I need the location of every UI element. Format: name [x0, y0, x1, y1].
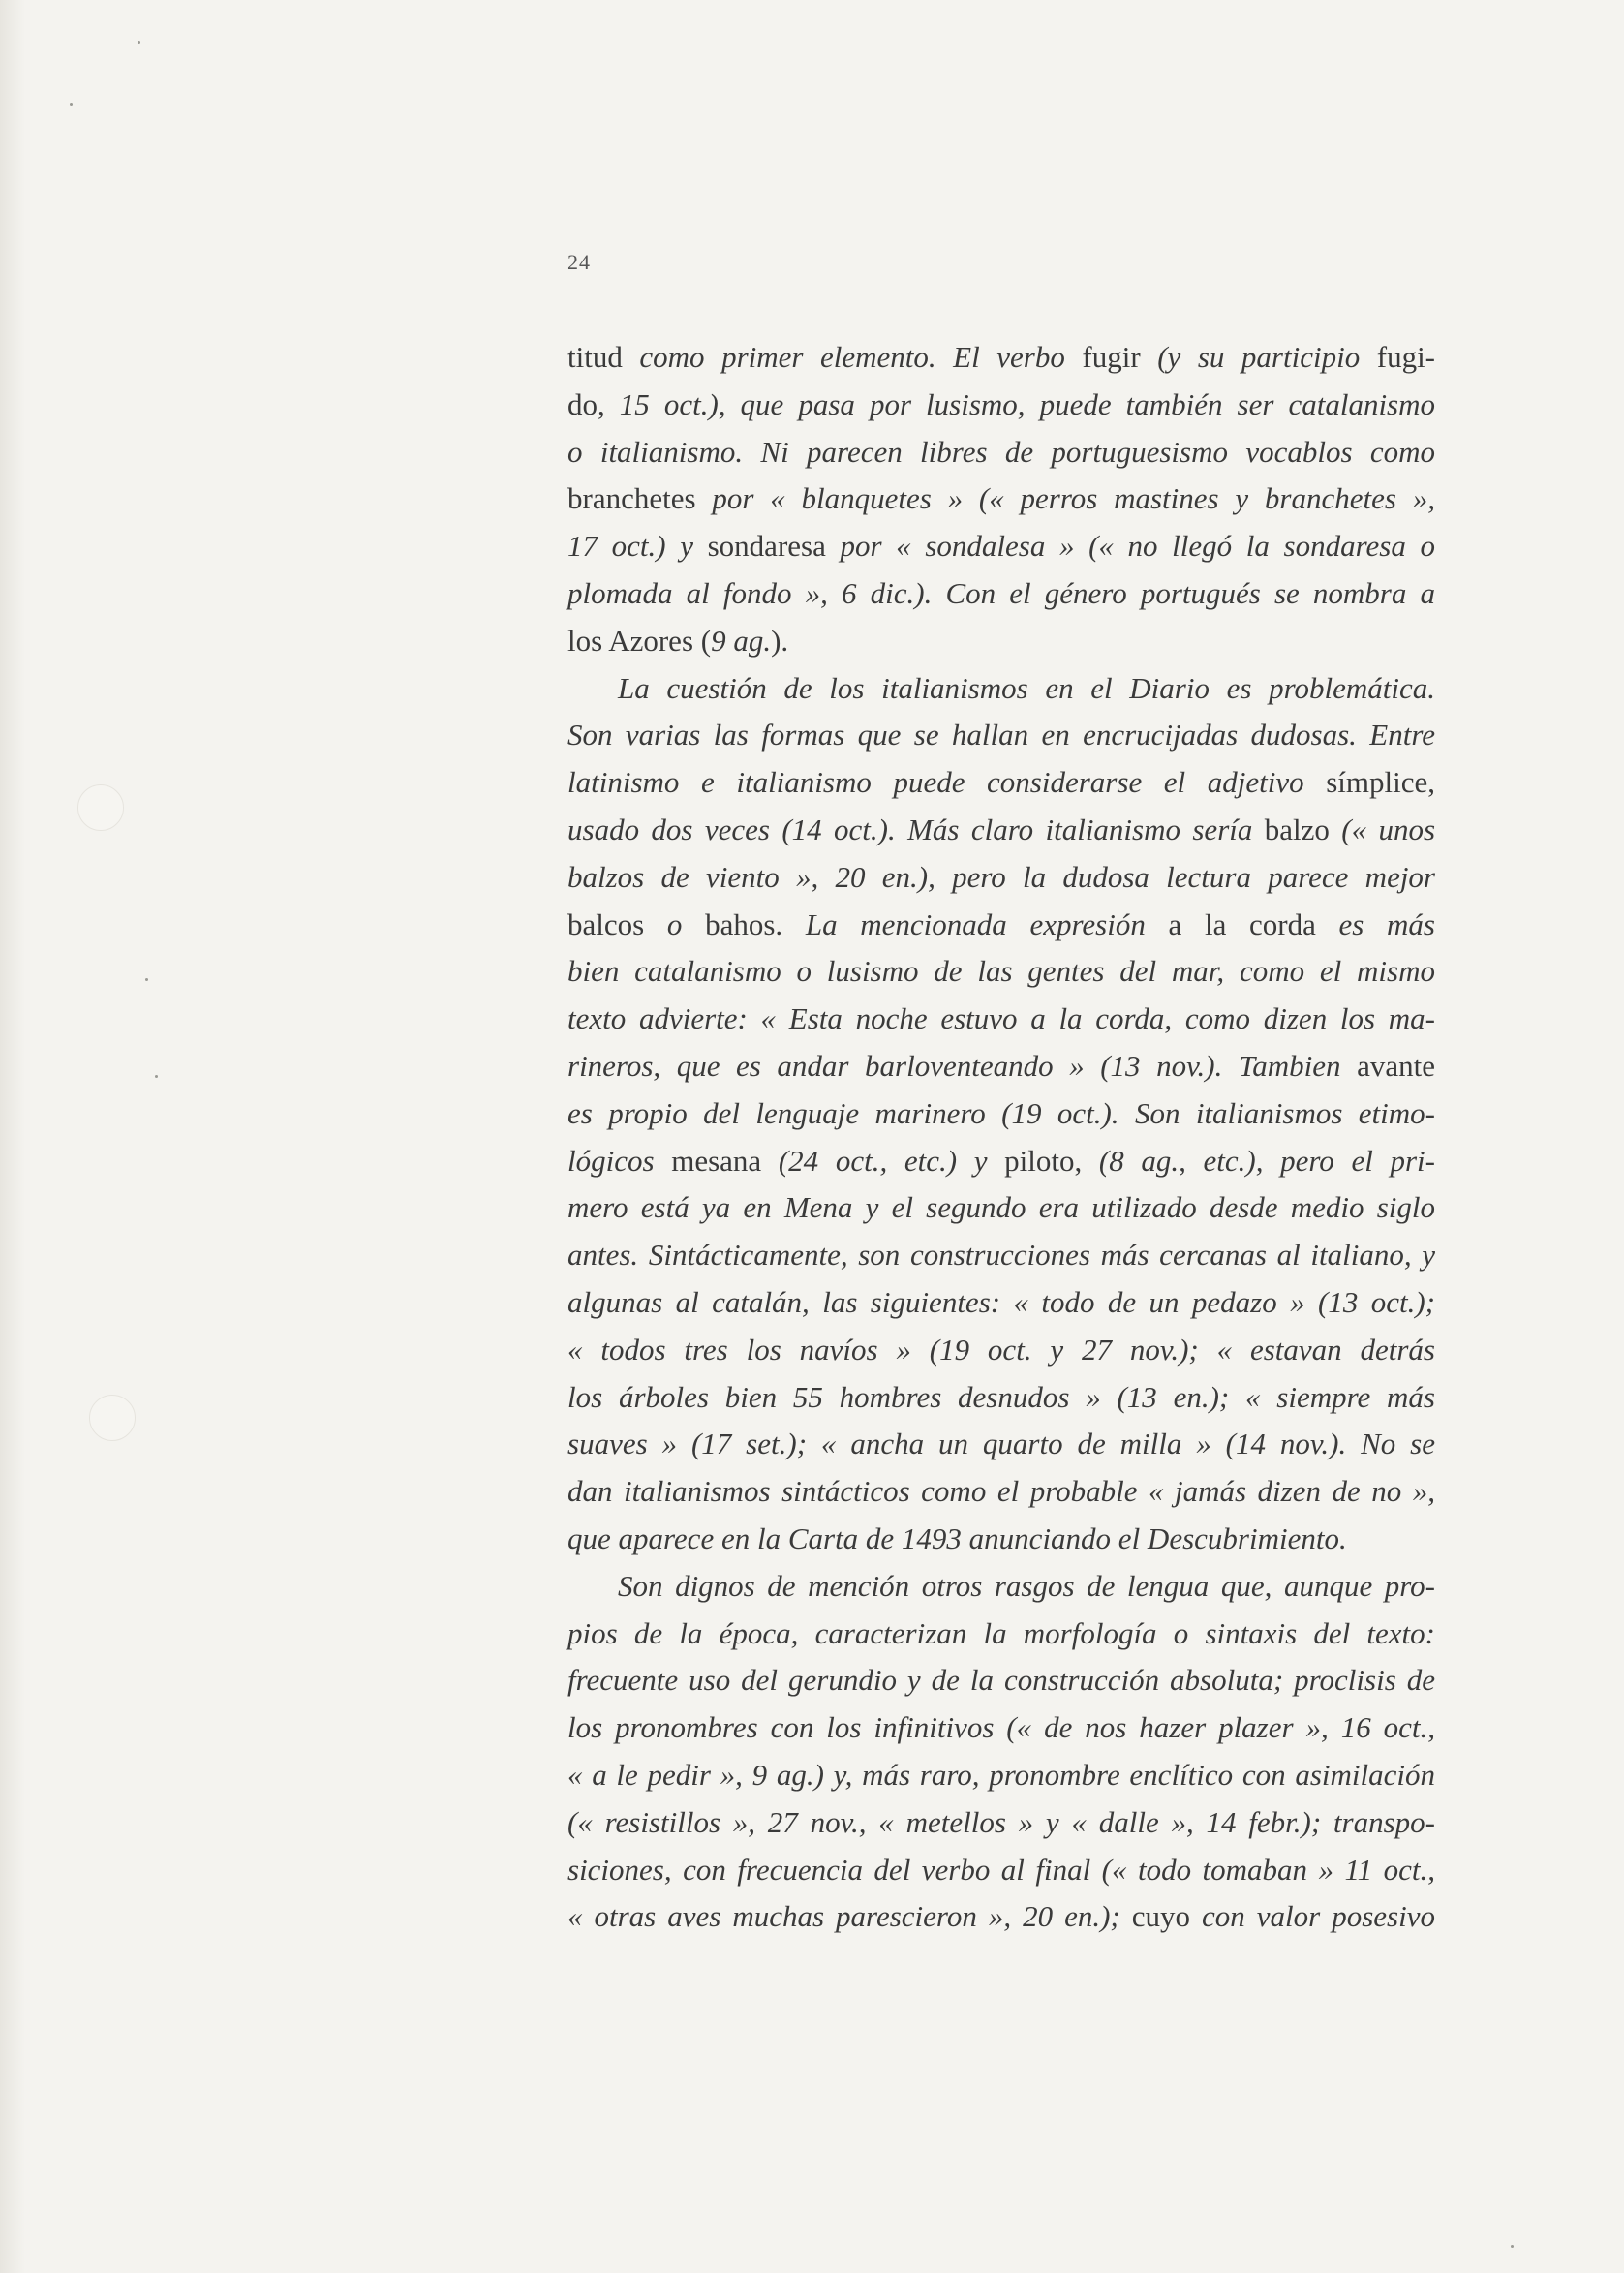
text-line: do, 15 oct.), que pasa por lusismo, puede también ser catalanismo [567, 386, 1436, 421]
italic-run: por « sondalesa » (« no llegó la sondaresa o [840, 529, 1435, 564]
text-line [567, 1468, 1435, 1516]
body-text [567, 334, 1435, 1941]
binding-hole-lower [89, 1395, 136, 1441]
text-line [567, 854, 1435, 902]
paper-speck [138, 41, 140, 44]
italic-run: dan italianismos sintácticos como el probable « jamás dizen de no », [567, 1474, 1435, 1509]
text-line [567, 1657, 1435, 1705]
italic-run: plomada al fondo », 6 dic.). Con el género portugués se nombra a [567, 575, 1435, 610]
text-line [567, 1184, 1435, 1232]
text-line [567, 665, 1435, 713]
italic-run: usado dos veces (14 oct.). Más claro italianismo sería [567, 812, 1253, 846]
paper-speck [70, 103, 73, 106]
text-line: los Azores (9 ag.). [567, 623, 789, 658]
text-line: « otras aves muchas parescieron », 20 en.); cuyo con valor posesivo [567, 1899, 1435, 1934]
text-line [567, 996, 1435, 1043]
text-line [567, 1090, 1435, 1138]
italic-run: 15 oct.), que pasa por lusismo, puede también ser catalanismo [619, 386, 1436, 421]
text-line [567, 1374, 1435, 1422]
text-line [567, 1516, 1435, 1563]
italic-run: suaves » (17 set.); « ancha un quarto de milla » (14 nov.). No se [567, 1427, 1435, 1461]
paper-speck [155, 1075, 158, 1078]
text-line: balcos o bahos. La mencionada expresión a la corda es más [567, 906, 1435, 941]
italic-run: frecuente uso del gerundio y de la construcción absoluta; proclisis de [567, 1663, 1435, 1698]
italic-run: por « blanquetes » (« perros mastines y branchetes », [712, 481, 1435, 516]
italic-run: los pronombres con los infinitivos (« de nos hazer plazer », 16 oct., [567, 1710, 1435, 1745]
text-line: usado dos veces (14 oct.). Más claro italianismo sería balzo (« unos [567, 812, 1436, 846]
text-line [567, 948, 1435, 996]
text-line [567, 1752, 1435, 1799]
italic-run: balzos de viento », 20 en.), pero la dudosa lectura parece mejor [567, 859, 1435, 894]
italic-run: latinismo e italianismo puede considerarse el adjetivo [567, 765, 1304, 800]
italic-run: « otras aves muchas parescieron », 20 en.); [567, 1899, 1120, 1934]
italic-run: (« unos [1341, 812, 1436, 846]
italic-run: es propio del lenguaje marinero (19 oct.). Son italianismos etimo- [567, 1095, 1435, 1130]
text-line [567, 1421, 1435, 1468]
text-line: rineros, que es andar barloventeando » (13 nov.). Tambien avante [567, 1048, 1436, 1083]
italic-run: con valor posesivo [1202, 1899, 1435, 1934]
italic-run: o [666, 906, 683, 941]
text-line: titud como primer elemento. El verbo fugir (y su participio fugi- [567, 340, 1436, 374]
italic-run: (y su participio [1157, 340, 1361, 374]
text-line [567, 1611, 1435, 1658]
binding-hole-upper [77, 784, 124, 831]
italic-run: lógicos [567, 1143, 655, 1178]
page-number: 24 [567, 250, 591, 274]
italic-run: La cuestión de los italianismos en el Diario es problemática. [618, 670, 1435, 705]
italic-run: o italianismo. Ni parecen libres de portuguesismo vocablos como [567, 434, 1435, 469]
text-line [567, 1847, 1435, 1894]
page-edge [0, 0, 25, 2273]
italic-run: (« resistillos », 27 nov., « metellos » y « dalle », 14 febr.); transpo- [567, 1804, 1435, 1839]
text-line [567, 1563, 1435, 1611]
text-line [567, 570, 1435, 618]
italic-run: texto advierte: « Esta noche estuvo a la corda, como dizen los ma- [567, 1001, 1435, 1036]
italic-run: bien catalanismo o lusismo de las gentes del mar, como el mismo [567, 954, 1435, 989]
text-line: 17 oct.) y sondaresa por « sondalesa » (« no llegó la sondaresa o [567, 529, 1435, 564]
italic-run: mero está ya en Mena y el segundo era utilizado desde medio siglo [567, 1190, 1435, 1225]
text-line: branchetes por « blanquetes » (« perros mastines y branchetes », [567, 481, 1435, 516]
text-line: latinismo e italianismo puede considerarse el adjetivo símplice, [567, 765, 1435, 800]
italic-run: rineros, que es andar barloventeando » (13 nov.). Tambien [567, 1048, 1341, 1083]
italic-run: 17 oct.) y [567, 529, 693, 564]
italic-run: pios de la época, caracterizan la morfología o sintaxis del texto: [567, 1615, 1435, 1650]
text-line [567, 1327, 1435, 1374]
text-line [567, 1279, 1435, 1327]
text-line [567, 712, 1435, 759]
italic-run: Son varias las formas que se hallan en encrucijadas dudosas. Entre [567, 718, 1435, 753]
italic-run: algunas al catalán, las siguientes: « todo de un pedazo » (13 oct.); [567, 1284, 1435, 1319]
italic-run: Son dignos de mención otros rasgos de lengua que, aunque pro- [618, 1568, 1435, 1603]
text-line [567, 1705, 1435, 1752]
italic-run: « a le pedir », 9 ag.) y, más raro, pronombre enclítico con asimilación [567, 1757, 1435, 1792]
paper-speck [145, 978, 148, 981]
text-line: lógicos mesana (24 oct., etc.) y piloto, (8 ag., etc.), pero el pri- [567, 1143, 1435, 1178]
italic-run: « todos tres los navíos » (19 oct. y 27 nov.); « estavan detrás [567, 1332, 1435, 1367]
italic-run: antes. Sintácticamente, son construcciones más cercanas al italiano, y [567, 1238, 1435, 1273]
italic-run: (24 oct., etc.) y [778, 1143, 988, 1178]
text-line [567, 1799, 1435, 1847]
italic-run: La mencionada expresión [805, 906, 1146, 941]
italic-run: (8 ag., etc.), pero el pri- [1098, 1143, 1435, 1178]
text-line [567, 1232, 1435, 1279]
italic-run: que aparece en la Carta de 1493 anunciando el Descubrimiento. [567, 1520, 1347, 1555]
italic-run: como primer elemento. El verbo [639, 340, 1065, 374]
italic-run: los árboles bien 55 hombres desnudos » (13 en.); « siempre más [567, 1379, 1435, 1414]
italic-run: siciones, con frecuencia del verbo al final (« todo tomaban » 11 oct., [567, 1852, 1435, 1887]
paper-speck [1511, 2245, 1514, 2248]
italic-run: 9 ag. [711, 623, 772, 658]
italic-run: es más [1338, 906, 1435, 941]
text-line [567, 429, 1435, 476]
